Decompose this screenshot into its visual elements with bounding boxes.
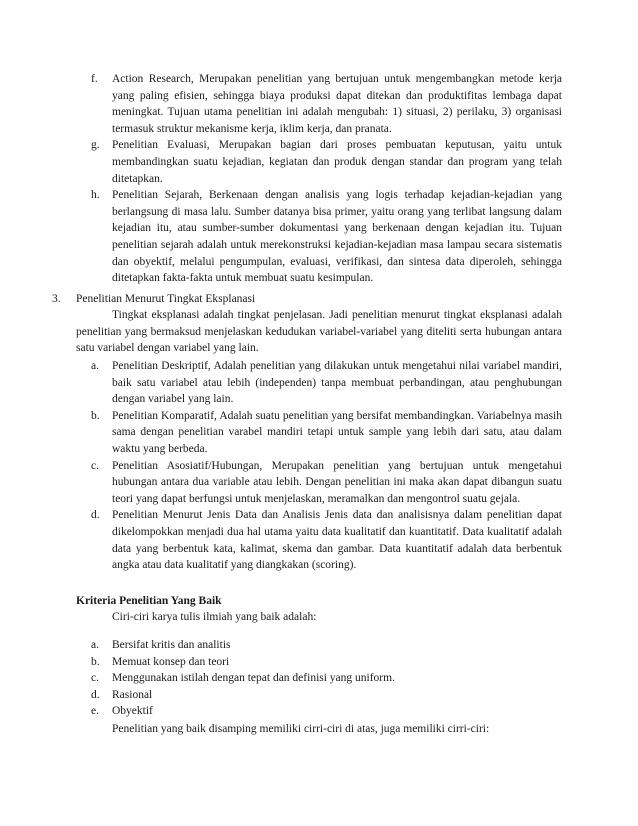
list-explanation-levels [0, 358, 638, 574]
list-item-text: Bersifat kritis dan analitis [112, 639, 231, 651]
section-intro-paragraph [76, 307, 562, 357]
list-item [0, 71, 562, 137]
list-item-text: Penelitian Sejarah, Berkenaan dengan analisis yang logis terhadap kejadian-kejadian yang berlangsung di masa lalu. Sumber datanya bisa primer, yaitu orang yang terlibat langsung dalam kejadian itu, atau sumber-sumber dokumentasi yang berkenaan dengan kejadian itu. Tujuan penelitian sejarah adalah untuk merekonstruksi kejadian-kejadian masa lampau secara sistematis dan obyektif, melalui pengumpulan, evaluasi, verifikasi, dan sintesa data diperoleh, sehingga ditetapkan fakta-fakta untuk membuat suatu kesimpulan. [112, 189, 562, 285]
list-item [0, 408, 562, 458]
list-item [0, 637, 562, 654]
list-item-text: Penelitian Menurut Jenis Data dan Analisis Jenis data dan analisisnya dalam penelitian dapat dikelompokkan menjadi dua hal utama yaitu data kualitatif dan kuantitatif. Data kualitatif adalah data yang berbentuk kata, kalimat, skema dan gambar. Data kuantitatif adalah data berbentuk angka atau data kualitatif yang diangkakan (scoring). [112, 509, 562, 572]
list-item [0, 687, 562, 704]
list-item-text: Penelitian Komparatif, Adalah suatu penelitian yang bersifat membandingkan. Variabelnya masih sama dengan penelitian varabel mandiri tetapi untuk sample yang lebih dari satu, atau dalam waktu yang berbeda. [112, 409, 562, 455]
list-research-types [0, 71, 638, 287]
kriteria-intro: Ciri-ciri karya tulis ilmiah yang baik adalah: [112, 611, 317, 623]
list-item [0, 507, 562, 573]
list-marker: d. [91, 509, 100, 522]
list-item-text: Rasional [112, 688, 153, 701]
section-title: Penelitian Menurut Tingkat Eksplanasi [76, 293, 256, 305]
list-item [0, 670, 562, 687]
list-item [0, 187, 562, 287]
list-item-text: Penelitian Deskriptif, Adalah penelitian yang dilakukan untuk mengetahui nilai variabel mandiri, baik satu variabel atau lebih (independen) tanpa membuat perbandingan, atau penghubungan dengan variabel yang lain. [112, 360, 562, 406]
list-item [0, 458, 562, 508]
list-marker: g. [91, 139, 100, 152]
list-marker: a. [91, 639, 99, 651]
list-marker: c. [91, 672, 99, 685]
list-marker: h. [91, 189, 100, 202]
section-heading [52, 291, 592, 308]
list-item-text: Penelitian Evaluasi, Merupakan bagian dari proses pembuatan keputusan, yaitu untuk membandingkan suatu kejadian, kegiatan dan produk dengan standar dan program yang telah ditetapkan. [112, 139, 562, 185]
section-number: 3. [52, 293, 61, 305]
list-kriteria [0, 637, 638, 720]
list-item-text: Menggunakan istilah dengan tepat dan definisi yang uniform. [112, 672, 395, 685]
list-item [0, 703, 562, 720]
list-marker: c. [91, 459, 99, 472]
list-marker: b. [91, 409, 100, 422]
kriteria-heading: Kriteria Penelitian Yang Baik [76, 595, 222, 607]
list-marker: e. [91, 705, 99, 718]
section-intro-text: Tingkat eksplanasi adalah tingkat penjelasan. Jadi penelitian menurut tingkat eksplanasi adalah penelitian yang bermaksud menjelaskan kedudukan variabel-variabel yang diteliti serta hubungan antara satu variabel dengan variabel yang lain. [76, 309, 562, 355]
list-item [0, 654, 562, 671]
list-marker: d. [91, 688, 100, 701]
list-marker: a. [91, 360, 99, 372]
list-item-text: Penelitian Asosiatif/Hubungan, Merupakan penelitian yang bertujuan untuk mengetahui hubungan antara dua variable atau lebih. Dengan penelitian ini maka akan dapat dibangun suatu teori yang dapat berfungsi untuk menjelaskan, meramalkan dan mengontrol suatu gejala. [112, 459, 562, 505]
list-item-text: Obyektif [112, 705, 153, 718]
list-item [0, 358, 562, 408]
list-marker: b. [91, 655, 100, 668]
list-item-text: Memuat konsep dan teori [112, 655, 230, 668]
list-marker: f. [91, 73, 98, 85]
list-item-text: Action Research, Merupakan penelitian yang bertujuan untuk mengembangkan metode kerja yang paling efisien, sehingga biaya produksi dapat ditekan dan produktifitas lembaga dapat meningkat. Tujuan utama penelitian ini adalah mengubah: 1) situasi, 2) perilaku, 3) organisasi termasuk struktur mekanisme kerja, iklim kerja, dan pranata. [112, 73, 562, 135]
list-item [0, 137, 562, 187]
closing-paragraph: Penelitian yang baik disamping memiliki cirri-ciri di atas, juga memiliki cirri-ciri: [112, 723, 490, 735]
